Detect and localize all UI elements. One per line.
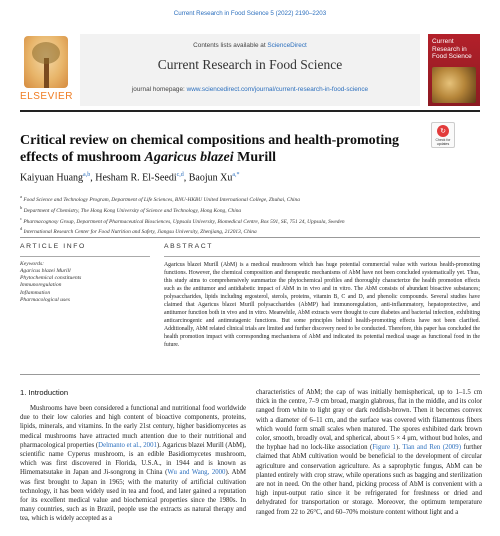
title-text-end: Murill — [233, 150, 277, 165]
info-sub-divider — [20, 256, 150, 257]
journal-masthead — [20, 34, 480, 106]
body-text: Mushrooms have been considered a functional and nutritional food worldwide due to their low calories and high content of bioactive components, proteins, lipids, minerals, and vitamins. In the early 21st century, higher basidiomycetes as medical mushrooms have attracted much attention due to their nutritional and pharmacological properties ( — [20, 405, 246, 449]
info-divider — [20, 237, 480, 238]
affiliation-item — [20, 225, 480, 236]
article-info-panel — [20, 256, 150, 305]
elsevier-wordmark: ELSEVIER — [20, 91, 73, 102]
cover-image — [432, 67, 476, 103]
abstract-divider — [20, 374, 480, 375]
affiliation-marker: a — [20, 194, 22, 199]
body-text: further claimed that AbM cultivation would be beneficial to the development of circular agriculture and conservation agriculture. As a saprophytic fungus, AbM can be planted entirely with crop straw, while operations such as bagging and sterilization are not in need. On the other hand, picking process of AbM is convenient with a high input-output ratio since it be refrigerated for freshness or dried and dehydrated for transportation or storage. Moreover, the optimum temperature ranged from 22 to 26°C, and 60–70% moisture content without light and a — [256, 444, 482, 516]
author-affiliation-marker[interactable]: c,d — [176, 172, 184, 178]
affiliation-item — [20, 193, 480, 204]
abstract-sub-divider — [164, 256, 480, 257]
contents-line — [80, 34, 420, 49]
reference-link[interactable]: Tian and Ren (2009) — [402, 444, 461, 452]
author-name[interactable]: Kaiyuan Huang — [20, 172, 84, 184]
keywords-label: Keywords: — [20, 260, 45, 267]
affiliation-text: International Research Center for Food Nutrition and Safety, Jiangsu University, Zhenjiang, 212013, China — [23, 229, 257, 236]
body-text: ). Agaricus blazei Murill (AbM), scientific name Cyperus mushroom, is an edible Basidiomycetes mushroom, which was first discovered in Florida, U.S.A., in 1944 and is known as Himematsutake in Japan and Ji-songrong in China ( — [20, 441, 247, 477]
author-list — [20, 172, 460, 183]
body-text: ). AbM was first brought to Japan in 1965; with the maturity of artificial cultivation technology, it has been widely used in tea and food, and later gained a reputation for its excellent medical value and biochemical properties since the 1980s. In many countries, such as in Brazil, people use the extracts as natural therapy and tea, which is widely accepted as a — [20, 469, 247, 523]
masthead-divider — [20, 110, 480, 112]
abstract-panel — [164, 256, 480, 349]
article-info-header: ARTICLE INFO — [20, 243, 86, 250]
sciencedirect-link[interactable]: ScienceDirect — [267, 42, 307, 49]
masthead-center — [80, 34, 420, 106]
contents-prefix: Contents lists available at — [193, 42, 266, 49]
keyword-item: Immunoregulation — [20, 282, 62, 289]
author-affiliation-marker[interactable]: a,b — [83, 172, 91, 178]
affiliations — [20, 193, 480, 236]
author-separator: , — [183, 172, 189, 184]
paper-title — [20, 132, 420, 166]
title-species: Agaricus blazei — [144, 150, 234, 165]
author-name[interactable]: Baojun Xu — [188, 172, 233, 184]
author-name[interactable]: Hesham R. El-Seedi — [95, 172, 177, 184]
affiliation-marker: d — [20, 226, 23, 232]
affiliation-text: Department of Chemistry, The Hong Kong University of Science and Technology, Hong Kong, China — [23, 207, 242, 214]
elsevier-logo[interactable] — [20, 34, 72, 106]
homepage-prefix: journal homepage: — [131, 86, 185, 93]
check-for-updates-button[interactable] — [431, 122, 455, 148]
reference-link[interactable]: Delmanto et al., 2001 — [98, 441, 157, 449]
journal-title: Current Research in Food Science — [157, 57, 343, 72]
homepage-link[interactable]: www.sciencedirect.com/journal/current-research-in-food-science — [186, 86, 369, 93]
check-updates-icon: ↻ — [437, 125, 449, 137]
keyword-item: Pharmacological uses — [20, 297, 70, 304]
keyword-item: Inflammation — [20, 289, 51, 296]
introduction-heading: 1. Introduction — [20, 388, 69, 397]
affiliation-marker: c — [20, 215, 22, 221]
reference-link[interactable]: Wu and Wang, 2000 — [167, 469, 226, 477]
author-separator: , — [90, 172, 96, 184]
abstract-text: Agaricus blazei Murill (AbM) is a medical mushroom which has huge potential commercial value with various health-promoting functions. However, the chemical composition and therapeutic mechanisms of AbM have not been concluded systematically yet. Thus, this study aims to comprehensively summarize the phytochemical profiles and thoroughly characterize the health promotion effects such as the antitumor and antidiabetic impact of AbM in in vivo and in vitro. The AbM consists of abundant bioactive substances; polysaccharides, lipids including ergosterol, sterols, proteins, vitamin B, C and D, and phenolic compounds. Several studies have claimed that Agaricus blazei Murill polysaccharides (AbMP) had immunoregulation, anti-inflammatory, hepatoprotective, and antitumor function both in vivo and in vitro. Meanwhile, AbM extracts were thought to cure diabetes and bacterial infection, exhibiting anticarcinogenic and antimutagenic functions. But some principles behind health-promoting effects have not been clarified. Additionally, AbM related clinical trials are limited and further discovery need to be conducted. Therefore, this paper has concluded the health promotion impact with corresponding mechanisms of AbM and indicated its potential medical usage as functional food in the future. — [164, 261, 480, 348]
affiliation-marker: b — [20, 204, 23, 210]
affiliation-text: Pharmacognosy Group, Department of Pharmaceutical Biosciences, Uppsala University, Biomedical Centre, Box 591, SE, 751 24, Uppsala, Sweden — [23, 218, 345, 225]
author-affiliation-marker[interactable]: a,* — [232, 172, 240, 178]
affiliation-text: Food Science and Technology Program, Department of Life Sciences, BNU-HKBU United International College, Zhuhai, China — [23, 196, 300, 203]
body-text: characteristics of AbM; the cap of was initially hemispherical, up to 1–1.5 cm thick in the centre, 7–9 cm broad, margin glabrous, flat in the middle, and its color ranged from white to light gray or dark reddish-brown. Then it becomes convex with a diameter of 6–11 cm, and the surface was covered with filamentous fibers which would form small scales when matured. The spores exhibited dark brown color, smooth, broadly oval, and spherical, about 5 × 4 μm, without bud holes, and the hyphae had no lock-like association ( — [256, 389, 482, 452]
reference-link[interactable]: Figure 1 — [372, 444, 396, 452]
keyword-item: Agaricus blazei Murill — [20, 267, 71, 274]
journal-cover[interactable] — [428, 34, 480, 106]
cover-title: Current Research in Food Science — [432, 38, 472, 60]
introduction-left-column — [20, 404, 246, 524]
elsevier-tree-icon — [24, 36, 68, 88]
check-updates-label: Check for updates — [435, 138, 451, 146]
affiliation-item — [20, 215, 480, 226]
title-text: Critical review on chemical compositions and health-promoting effects of mushroom — [20, 133, 400, 165]
journal-citation[interactable]: Current Research in Food Science 5 (2022) 2190–2203 — [173, 10, 327, 17]
affiliation-item — [20, 204, 480, 215]
keyword-item: Phytochemical constituents — [20, 275, 82, 281]
body-text: ). — [395, 444, 403, 452]
introduction-right-column — [256, 388, 482, 517]
abstract-header: ABSTRACT — [164, 243, 214, 250]
homepage-line — [80, 86, 420, 93]
